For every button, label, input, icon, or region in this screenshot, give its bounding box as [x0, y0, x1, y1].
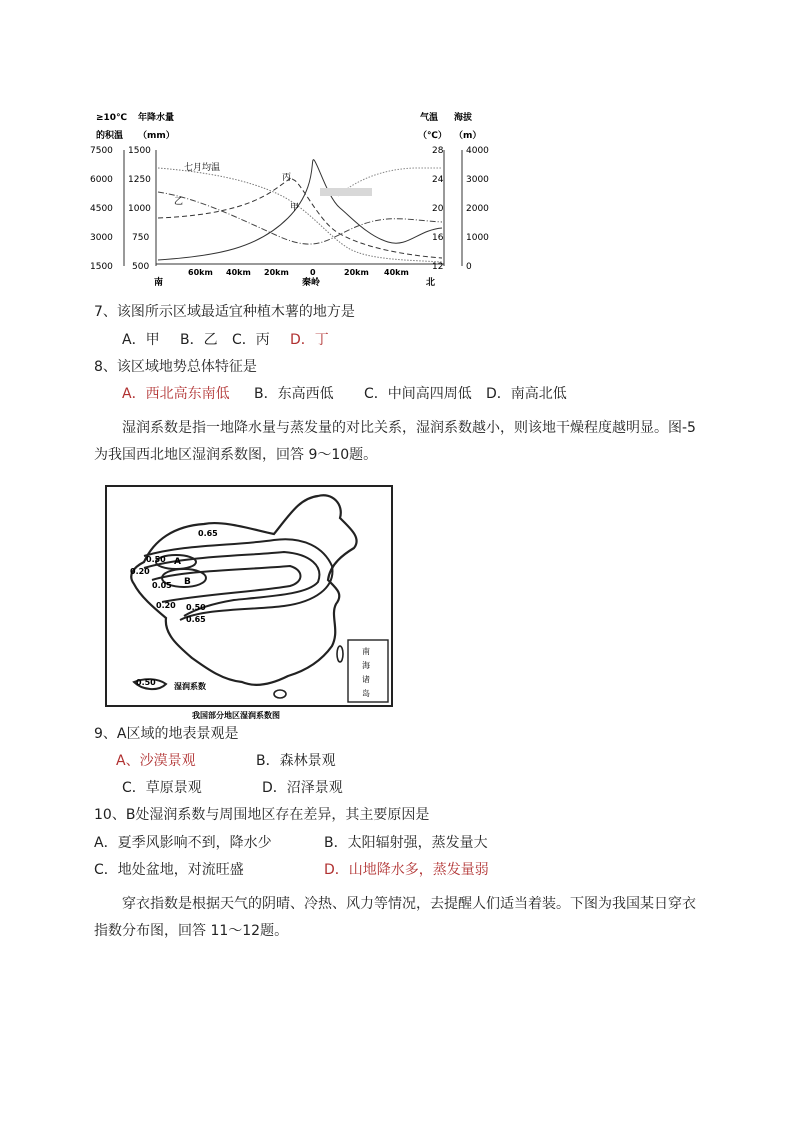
iso-label: 0.50: [186, 603, 206, 612]
q10-option-a[interactable]: A．夏季风影响不到，降水少: [94, 835, 272, 851]
q7-stem: 7、该图所示区域最适宜种植木薯的地方是: [94, 304, 355, 320]
right-tick1: 24: [432, 175, 444, 185]
inset-char: 岛: [362, 689, 370, 698]
x-north-label: 北: [426, 278, 436, 288]
x-tick: 40km: [226, 268, 251, 277]
x-tick: 0: [310, 268, 316, 277]
region-label-b: B: [184, 577, 191, 587]
right-tick2: 3000: [466, 175, 489, 185]
curve-label-bing: 丙: [282, 173, 292, 183]
humidity-coefficient-map: [104, 484, 394, 722]
left-tick2: 1250: [128, 175, 151, 185]
q10-option-d[interactable]: D．山地降水多，蒸发量弱: [324, 862, 489, 878]
q8-option-d[interactable]: D．南高北低: [486, 386, 567, 402]
right-tick2: 1000: [466, 233, 489, 243]
humidity-map-svg: [104, 484, 394, 722]
intro-paragraph-humidity: 湿润系数是指一地降水量与蒸发量的对比关系，湿润系数越小，则该地干燥程度越明显。图-5为我国西北地区湿润系数图，回答 9～10题。: [94, 420, 696, 463]
left-tick2: 750: [132, 233, 150, 243]
q10-option-c[interactable]: C．地处盆地，对流旺盛: [94, 862, 244, 878]
left-axis1-title: ≥10℃: [96, 113, 127, 123]
q7-option-d[interactable]: D．丁: [290, 332, 329, 348]
left-tick1: 3000: [90, 233, 113, 243]
left-axis1-title2: 的积温: [96, 131, 124, 141]
left-tick2: 1500: [128, 146, 151, 156]
left-axis2-title: 年降水量: [138, 113, 175, 123]
right-tick2: 2000: [466, 204, 489, 214]
region-label-a: A: [174, 557, 181, 567]
right-tick1: 20: [432, 204, 444, 214]
q10-option-b[interactable]: B．太阳辐射强，蒸发量大: [324, 835, 488, 851]
right-axis2-unit: （m）: [454, 131, 482, 141]
curve-label-yi: 乙: [174, 197, 184, 207]
x-tick: 60km: [188, 268, 213, 277]
q8-stem: 8、该区域地势总体特征是: [94, 359, 257, 375]
q7-option-c[interactable]: C．丙: [232, 332, 270, 348]
legend-label: 湿润系数: [174, 682, 206, 691]
map-caption: 我国部分地区湿润系数图: [192, 711, 280, 720]
right-tick1: 16: [432, 233, 444, 243]
legend-value: 0.50: [136, 678, 156, 687]
inset-char: 海: [362, 661, 370, 670]
inset-char: 诸: [362, 675, 370, 684]
q10-stem: 10、B处湿润系数与周围地区存在差异，其主要原因是: [94, 807, 430, 823]
jia-elevation-curve: [158, 160, 442, 260]
q9-option-b[interactable]: B．森林景观: [256, 753, 336, 769]
curve-label-july: 七月均温: [184, 163, 221, 173]
right-axis2-title: 海拔: [454, 113, 473, 123]
q9-option-a[interactable]: A、沙漠景观: [116, 753, 196, 769]
bing-curve: [158, 177, 442, 258]
yi-curve: [158, 192, 442, 244]
curve-label-jia: 甲: [290, 203, 300, 213]
left-tick1: 6000: [90, 175, 113, 185]
iso-label: 0.65: [186, 615, 206, 624]
q8-option-a[interactable]: A．西北高东南低: [122, 386, 230, 402]
x-tick: 20km: [344, 268, 369, 277]
iso-label: 0.65: [198, 529, 218, 538]
profile-chart-svg: [88, 108, 498, 288]
iso-label: 0.20: [130, 567, 150, 576]
x-tick: 20km: [264, 268, 289, 277]
left-tick2: 1000: [128, 204, 151, 214]
intro-paragraph-clothing-index: 穿衣指数是根据天气的阴晴、冷热、风力等情况，去提醒人们适当着装。下图为我国某日穿衣指数分布图，回答 11～12题。: [94, 896, 696, 939]
x-south-label: 南: [154, 278, 164, 288]
right-tick1: 12: [432, 262, 444, 272]
right-axis1-unit: （℃）: [418, 131, 447, 141]
q8-option-c[interactable]: C．中间高四周低: [364, 386, 472, 402]
left-tick1: 1500: [90, 262, 113, 272]
right-axis1-title: 气温: [420, 113, 439, 123]
x-tick: 40km: [384, 268, 409, 277]
july-temp-curve: [158, 168, 442, 262]
q7-option-b[interactable]: B．乙: [180, 332, 218, 348]
left-tick1: 4500: [90, 204, 113, 214]
right-tick2: 0: [466, 262, 472, 272]
iso-label: 0.05: [152, 581, 172, 590]
q9-stem: 9、A区域的地表景观是: [94, 726, 239, 742]
qinling-profile-chart: [88, 108, 498, 288]
iso-label: 0.20: [156, 601, 176, 610]
q9-option-d[interactable]: D．沼泽景观: [262, 780, 343, 796]
erased-label-smudge: [320, 188, 372, 196]
q9-option-c[interactable]: C．草原景观: [122, 780, 202, 796]
left-tick2: 500: [132, 262, 150, 272]
right-tick1: 28: [432, 146, 444, 156]
q7-option-a[interactable]: A．甲: [122, 332, 160, 348]
inset-char: 南: [362, 647, 370, 656]
iso-label: 0.50: [146, 555, 166, 564]
left-tick1: 7500: [90, 146, 113, 156]
left-axis2-unit: （mm）: [138, 131, 175, 141]
x-center-label: 秦岭: [302, 278, 321, 288]
q8-option-b[interactable]: B．东高西低: [254, 386, 334, 402]
right-tick2: 4000: [466, 146, 489, 156]
